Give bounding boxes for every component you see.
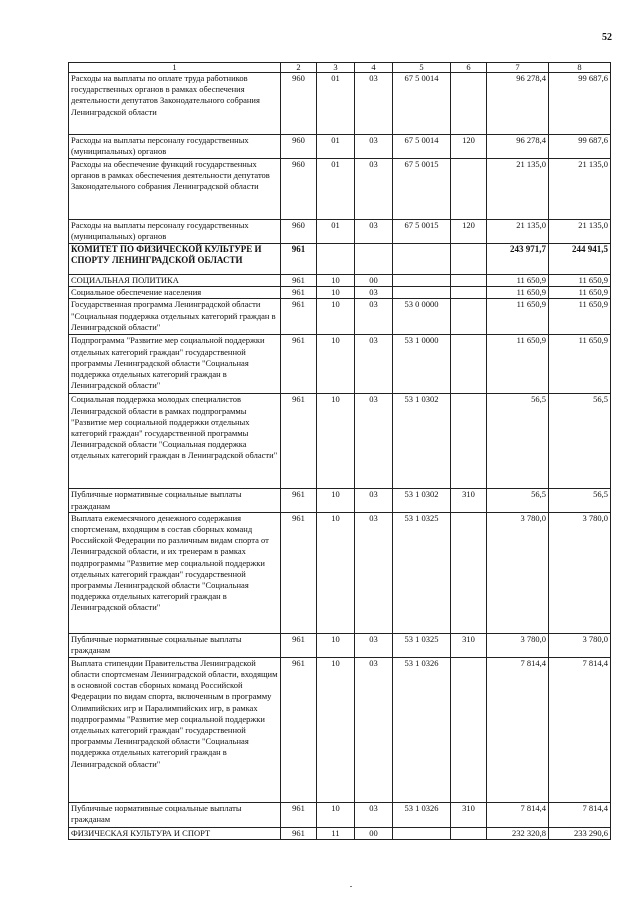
expense-type-cell xyxy=(451,275,487,287)
column-number-row xyxy=(69,63,611,73)
target-article-cell xyxy=(393,827,451,839)
row-name-cell: Социальная поддержка молодых специалистов Ленинградской области в рамках подпрограммы "Развитие мер социальной поддержки отдельных категорий граждан" государственной программы Ленинградской области "Социальная поддержка отдельных категорий граждан в Ленинградской области" xyxy=(69,394,281,489)
section-code-cell: 11 xyxy=(317,827,355,839)
table-row xyxy=(69,299,611,335)
amount-year1-cell: 11 650,9 xyxy=(487,299,549,335)
row-name-cell: Расходы на выплаты по оплате труда работников государственных органов в рамках обеспечения деятельности депутатов Законодательного собрания Ленинградской области xyxy=(69,73,281,135)
grbs-code-cell: 961 xyxy=(281,299,317,335)
expense-type-cell xyxy=(451,244,487,275)
grbs-code-cell: 961 xyxy=(281,244,317,275)
amount-year2-cell: 7 814,4 xyxy=(549,802,611,827)
expense-type-cell xyxy=(451,394,487,489)
expense-type-cell: 120 xyxy=(451,220,487,244)
grbs-code-cell: 961 xyxy=(281,287,317,299)
row-name-cell: Расходы на выплаты персоналу государственных (муниципальных) органов xyxy=(69,135,281,159)
target-article-cell: 53 1 0325 xyxy=(393,633,451,657)
table-row xyxy=(69,287,611,299)
row-name-cell: Государственная программа Ленинградской области "Социальная поддержка отдельных категорий граждан в Ленинградской области" xyxy=(69,299,281,335)
grbs-code-cell: 961 xyxy=(281,657,317,802)
amount-year1-cell: 56,5 xyxy=(487,394,549,489)
table-row xyxy=(69,135,611,159)
table-row xyxy=(69,335,611,394)
section-code-cell: 10 xyxy=(317,489,355,512)
subsection-code-cell: 03 xyxy=(355,657,393,802)
target-article-cell: 67 5 0014 xyxy=(393,73,451,135)
table-row xyxy=(69,394,611,489)
amount-year2-cell: 56,5 xyxy=(549,394,611,489)
target-article-cell: 53 1 0325 xyxy=(393,512,451,633)
expense-type-cell: 120 xyxy=(451,135,487,159)
row-name-cell: Выплата ежемесячного денежного содержания спортсменам, входящим в состав сборных команд Российской Федерации по различным видам спорта от Ленинградской области, и их тренерам в рамках подпрограммы "Развитие мер социальной поддержки отдельных категорий граждан" государственной программы Ленинградской области "Социальная поддержка отдельных категорий граждан в Ленинградской области" xyxy=(69,512,281,633)
grbs-code-cell: 961 xyxy=(281,802,317,827)
amount-year1-cell: 7 814,4 xyxy=(487,657,549,802)
amount-year2-cell: 56,5 xyxy=(549,489,611,512)
expense-type-cell xyxy=(451,159,487,220)
column-number: 6 xyxy=(451,63,487,73)
subsection-code-cell: 03 xyxy=(355,135,393,159)
grbs-code-cell: 960 xyxy=(281,135,317,159)
subsection-code-cell: 03 xyxy=(355,802,393,827)
target-article-cell: 67 5 0015 xyxy=(393,159,451,220)
table-row xyxy=(69,633,611,657)
amount-year1-cell: 7 814,4 xyxy=(487,802,549,827)
table-row xyxy=(69,220,611,244)
subsection-code-cell: 03 xyxy=(355,335,393,394)
subsection-code-cell: 00 xyxy=(355,275,393,287)
section-code-cell: 01 xyxy=(317,220,355,244)
amount-year2-cell: 11 650,9 xyxy=(549,299,611,335)
amount-year1-cell: 96 278,4 xyxy=(487,73,549,135)
column-number: 8 xyxy=(549,63,611,73)
target-article-cell: 53 1 0326 xyxy=(393,802,451,827)
grbs-code-cell: 961 xyxy=(281,633,317,657)
column-number: 1 xyxy=(69,63,281,73)
table-row xyxy=(69,73,611,135)
section-code-cell: 01 xyxy=(317,73,355,135)
amount-year2-cell: 11 650,9 xyxy=(549,275,611,287)
row-name-cell: Подпрограмма "Развитие мер социальной поддержки отдельных категорий граждан" государственной программы Ленинградской области "Социальная поддержка отдельных категорий граждан в Ленинградской области" xyxy=(69,335,281,394)
target-article-cell xyxy=(393,244,451,275)
amount-year1-cell: 96 278,4 xyxy=(487,135,549,159)
budget-table xyxy=(68,62,611,840)
subsection-code-cell: 03 xyxy=(355,394,393,489)
amount-year2-cell: 21 135,0 xyxy=(549,159,611,220)
section-code-cell xyxy=(317,244,355,275)
amount-year2-cell: 99 687,6 xyxy=(549,73,611,135)
section-code-cell: 01 xyxy=(317,135,355,159)
subsection-code-cell: 03 xyxy=(355,633,393,657)
column-number: 7 xyxy=(487,63,549,73)
subsection-code-cell xyxy=(355,244,393,275)
grbs-code-cell: 961 xyxy=(281,275,317,287)
grbs-code-cell: 961 xyxy=(281,394,317,489)
target-article-cell xyxy=(393,275,451,287)
grbs-code-cell: 961 xyxy=(281,512,317,633)
target-article-cell: 53 1 0302 xyxy=(393,489,451,512)
section-code-cell: 10 xyxy=(317,335,355,394)
table-row xyxy=(69,489,611,512)
section-code-cell: 10 xyxy=(317,275,355,287)
expense-type-cell: 310 xyxy=(451,802,487,827)
amount-year2-cell: 7 814,4 xyxy=(549,657,611,802)
row-name-cell: Расходы на выплаты персоналу государственных (муниципальных) органов xyxy=(69,220,281,244)
section-code-cell: 10 xyxy=(317,802,355,827)
amount-year1-cell: 11 650,9 xyxy=(487,287,549,299)
amount-year1-cell: 232 320,8 xyxy=(487,827,549,839)
row-name-cell: Публичные нормативные социальные выплаты гражданам xyxy=(69,802,281,827)
amount-year2-cell: 3 780,0 xyxy=(549,512,611,633)
amount-year1-cell: 11 650,9 xyxy=(487,335,549,394)
target-article-cell: 67 5 0015 xyxy=(393,220,451,244)
row-name-cell: Выплата стипендии Правительства Ленинградской области спортсменам Ленинградской области, входящим в основной состав сборных команд Российской Федерации по видам спорта, включенным в программу Олимпийских игр и Паралимпийских игр, в рамках подпрограммы "Развитие мер социальной поддержки отдельных категорий граждан" государственной программы Ленинградской области "Социальная поддержка отдельных категорий граждан в Ленинградской области" xyxy=(69,657,281,802)
page-number: 52 xyxy=(602,32,612,43)
amount-year2-cell: 3 780,0 xyxy=(549,633,611,657)
section-code-cell: 01 xyxy=(317,159,355,220)
table-row xyxy=(69,512,611,633)
table-row xyxy=(69,244,611,275)
amount-year2-cell: 21 135,0 xyxy=(549,220,611,244)
amount-year2-cell: 11 650,9 xyxy=(549,335,611,394)
target-article-cell: 53 1 0326 xyxy=(393,657,451,802)
table-row xyxy=(69,657,611,802)
row-name-cell: СОЦИАЛЬНАЯ ПОЛИТИКА xyxy=(69,275,281,287)
amount-year2-cell: 244 941,5 xyxy=(549,244,611,275)
grbs-code-cell: 961 xyxy=(281,827,317,839)
amount-year1-cell: 21 135,0 xyxy=(487,220,549,244)
expense-type-cell: 310 xyxy=(451,633,487,657)
amount-year2-cell: 11 650,9 xyxy=(549,287,611,299)
expense-type-cell xyxy=(451,73,487,135)
amount-year2-cell: 99 687,6 xyxy=(549,135,611,159)
expense-type-cell xyxy=(451,335,487,394)
row-name-cell: КОМИТЕТ ПО ФИЗИЧЕСКОЙ КУЛЬТУРЕ И СПОРТУ ЛЕНИНГРАДСКОЙ ОБЛАСТИ xyxy=(69,244,281,275)
table-row xyxy=(69,275,611,287)
amount-year1-cell: 11 650,9 xyxy=(487,275,549,287)
column-number: 5 xyxy=(393,63,451,73)
grbs-code-cell: 961 xyxy=(281,489,317,512)
subsection-code-cell: 03 xyxy=(355,220,393,244)
column-number: 3 xyxy=(317,63,355,73)
section-code-cell: 10 xyxy=(317,633,355,657)
target-article-cell: 53 1 0000 xyxy=(393,335,451,394)
amount-year1-cell: 3 780,0 xyxy=(487,512,549,633)
section-code-cell: 10 xyxy=(317,394,355,489)
target-article-cell: 53 1 0302 xyxy=(393,394,451,489)
section-code-cell: 10 xyxy=(317,512,355,633)
subsection-code-cell: 03 xyxy=(355,489,393,512)
scan-speck xyxy=(350,886,352,887)
target-article-cell: 67 5 0014 xyxy=(393,135,451,159)
grbs-code-cell: 960 xyxy=(281,159,317,220)
expense-type-cell xyxy=(451,287,487,299)
amount-year1-cell: 56,5 xyxy=(487,489,549,512)
grbs-code-cell: 961 xyxy=(281,335,317,394)
amount-year1-cell: 21 135,0 xyxy=(487,159,549,220)
subsection-code-cell: 03 xyxy=(355,299,393,335)
table-row xyxy=(69,827,611,839)
row-name-cell: Расходы на обеспечение функций государственных органов в рамках обеспечения деятельности депутатов Законодательного собрания Ленинградской области xyxy=(69,159,281,220)
expense-type-cell xyxy=(451,657,487,802)
row-name-cell: Социальное обеспечение населения xyxy=(69,287,281,299)
table-row xyxy=(69,802,611,827)
expense-type-cell xyxy=(451,512,487,633)
subsection-code-cell: 03 xyxy=(355,73,393,135)
amount-year1-cell: 3 780,0 xyxy=(487,633,549,657)
expense-type-cell xyxy=(451,827,487,839)
subsection-code-cell: 03 xyxy=(355,287,393,299)
column-number: 4 xyxy=(355,63,393,73)
table-row xyxy=(69,159,611,220)
row-name-cell: Публичные нормативные социальные выплаты гражданам xyxy=(69,633,281,657)
amount-year2-cell: 233 290,6 xyxy=(549,827,611,839)
grbs-code-cell: 960 xyxy=(281,73,317,135)
subsection-code-cell: 03 xyxy=(355,159,393,220)
subsection-code-cell: 00 xyxy=(355,827,393,839)
expense-type-cell: 310 xyxy=(451,489,487,512)
target-article-cell: 53 0 0000 xyxy=(393,299,451,335)
section-code-cell: 10 xyxy=(317,299,355,335)
amount-year1-cell: 243 971,7 xyxy=(487,244,549,275)
grbs-code-cell: 960 xyxy=(281,220,317,244)
section-code-cell: 10 xyxy=(317,287,355,299)
subsection-code-cell: 03 xyxy=(355,512,393,633)
column-number: 2 xyxy=(281,63,317,73)
row-name-cell: Публичные нормативные социальные выплаты гражданам xyxy=(69,489,281,512)
section-code-cell: 10 xyxy=(317,657,355,802)
expense-type-cell xyxy=(451,299,487,335)
row-name-cell: ФИЗИЧЕСКАЯ КУЛЬТУРА И СПОРТ xyxy=(69,827,281,839)
target-article-cell xyxy=(393,287,451,299)
